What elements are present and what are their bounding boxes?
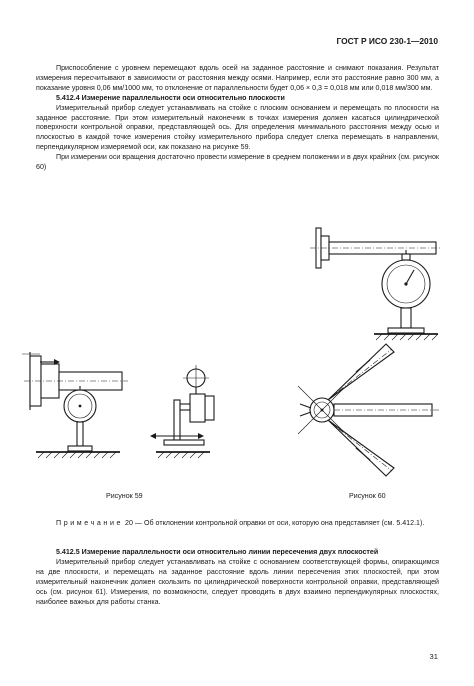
section-heading-5-412-4: 5.412.4 Измерение параллельности оси относительно плоскости (56, 93, 285, 102)
text-block-bottom (36, 548, 439, 607)
note-text: 20 — Об отклонении контрольной оправки от оси, которую она представляет (см. 5.412.1). (125, 519, 425, 527)
figure-59-caption: Рисунок 59 (106, 492, 143, 500)
figure-note (36, 519, 439, 529)
drawing-figure-60 (298, 344, 440, 476)
paragraph-level-measurement: Приспособление с уровнем перемещают вдоль осей на заданное расстояние и снимают показания. Результат измерения пересчитывают в зависимости от расстояния между осями. Например, если это расстояние равно 300 мм, а показание уровня 0,06 мм/1000 мм, то отклонение от параллельности будет 0,06 × 0,3 = 0,018 мм или 0,018 мм/300 мм. (36, 64, 439, 92)
drawing-figure-59-side (22, 352, 128, 458)
section-heading-5-412-5: 5.412.5 Измерение параллельности оси относительно линии пересечения двух плоскостей (56, 548, 379, 556)
paragraph-rotation-axis: При измерении оси вращения достаточно провести измерение в среднем положении и в двух крайних (см. рисунок 60) (36, 153, 439, 172)
note-label: Примечание (56, 519, 124, 527)
page-number: 31 (429, 652, 438, 661)
paragraph-axis-plane: Измерительный прибор следует устанавливать на стойке с плоским основанием и перемещать по плоскости на заданное расстояние. При этом измерительный наконечник в точках измерения должен касаться цилиндрической поверхности контрольной оправки, представляющей ось. Для определения минимального расстояния между осью и плоскостью в каждой точке измерения стойку измерительного прибора следует слегка перемещать в направлении, перпендикулярном измеряемой оси, как показано на рисунке 59. (36, 103, 439, 152)
paragraph-plane-intersection: Измерительный прибор следует устанавливать на стойке с основанием соответствующей формы, опирающимся на две плоскости, и перемещать на заданное расстояние вдоль линии пересечения этих плоскостей, при этом измерительный наконечник должен скользить по цилиндрической поверхности контрольной оправки, представляющей ось (см. рисунок 61). Измерения, по возможности, следует проводить в двух взаимно перпендикулярных плоскостях, наиболее важных для работы станка. (36, 557, 439, 606)
document-header: ГОСТ Р ИСО 230-1—2010 (336, 36, 438, 46)
drawing-figure-59-end (150, 365, 214, 458)
figure-60-caption: Рисунок 60 (349, 492, 386, 500)
drawing-rotation-axis-top (310, 228, 442, 340)
